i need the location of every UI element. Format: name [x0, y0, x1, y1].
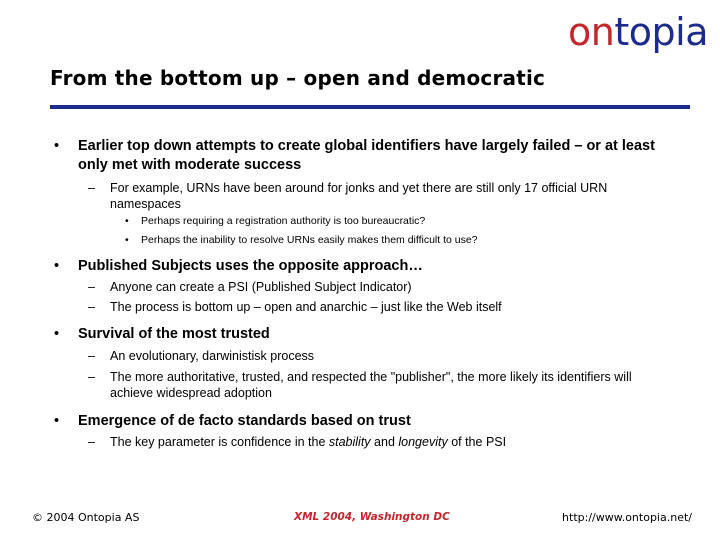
- bullet-3-sub-1-text: An evolutionary, darwinistisk process: [110, 349, 315, 363]
- bullet-marker: •: [125, 234, 129, 246]
- footer-copyright: © 2004 Ontopia AS: [32, 511, 140, 524]
- bullet-1-sub-1-item-1-text: Perhaps requiring a registration authority is too bureaucratic?: [141, 215, 426, 227]
- slide-title: From the bottom up – open and democratic: [50, 66, 546, 90]
- bullet-3-text: Survival of the most trusted: [78, 326, 270, 342]
- bullet-4-sub-1: [88, 434, 670, 450]
- bullet-1-sub-1: [88, 180, 670, 212]
- bullet-4-sub-stability: stability: [328, 435, 371, 449]
- bullet-4-text: Emergence of de facto standards based on trust: [78, 413, 411, 429]
- dash-marker: –: [88, 435, 95, 449]
- bullet-1-sub-1-text: For example, URNs have been around for jonks and yet there are still only 17 official URN namespaces: [110, 181, 608, 211]
- bullet-1-sub-1-item-1: [125, 214, 661, 228]
- bullet-marker: •: [54, 326, 60, 342]
- bullet-1: [54, 137, 678, 175]
- ontopia-logo: [568, 12, 708, 52]
- bullet-2: [54, 257, 678, 276]
- dash-marker: –: [88, 370, 95, 384]
- bullet-2-sub-2: [88, 299, 670, 315]
- dash-marker: –: [88, 181, 95, 195]
- bullet-marker: •: [54, 258, 60, 274]
- bullet-1-sub-1-item-2: [125, 233, 661, 247]
- bullet-3: [54, 325, 678, 344]
- bullet-marker: •: [125, 215, 129, 227]
- bullet-4-sub-prefix: The key parameter is confidence in the: [110, 435, 329, 449]
- bullet-2-sub-1-text: Anyone can create a PSI (Published Subject Indicator): [110, 280, 412, 294]
- bullet-1-sub-1-item-2-text: Perhaps the inability to resolve URNs easily makes them difficult to use?: [141, 234, 478, 246]
- logo-part-topia: topia: [614, 10, 708, 54]
- bullet-4-sub-suffix: of the PSI: [447, 435, 507, 449]
- bullet-4: [54, 412, 678, 431]
- dash-marker: –: [88, 300, 95, 314]
- bullet-4-sub-longevity: longevity: [398, 435, 448, 449]
- logo-part-on: on: [568, 10, 615, 54]
- bullet-3-sub-2: [88, 369, 670, 401]
- bullet-2-text: Published Subjects uses the opposite approach…: [78, 258, 423, 274]
- bullet-4-sub-1-text: [110, 435, 506, 449]
- bullet-3-sub-1: [88, 348, 670, 364]
- bullet-1-text: Earlier top down attempts to create global identifiers have largely failed – or at least only met with moderate success: [78, 138, 655, 173]
- bullet-4-sub-mid: and: [370, 435, 399, 449]
- bullet-marker: •: [54, 413, 60, 429]
- footer-url: http://www.ontopia.net/: [562, 511, 692, 524]
- title-rule: [50, 105, 690, 109]
- bullet-marker: •: [54, 138, 60, 154]
- bullet-2-sub-1: [88, 279, 670, 295]
- dash-marker: –: [88, 280, 95, 294]
- bullet-2-sub-2-text: The process is bottom up – open and anarchic – just like the Web itself: [110, 300, 502, 314]
- footer-event: XML 2004, Washington DC: [294, 511, 450, 523]
- dash-marker: –: [88, 349, 95, 363]
- bullet-3-sub-2-text: The more authoritative, trusted, and respected the "publisher", the more likely its identifiers will achieve widespread adoption: [110, 370, 632, 400]
